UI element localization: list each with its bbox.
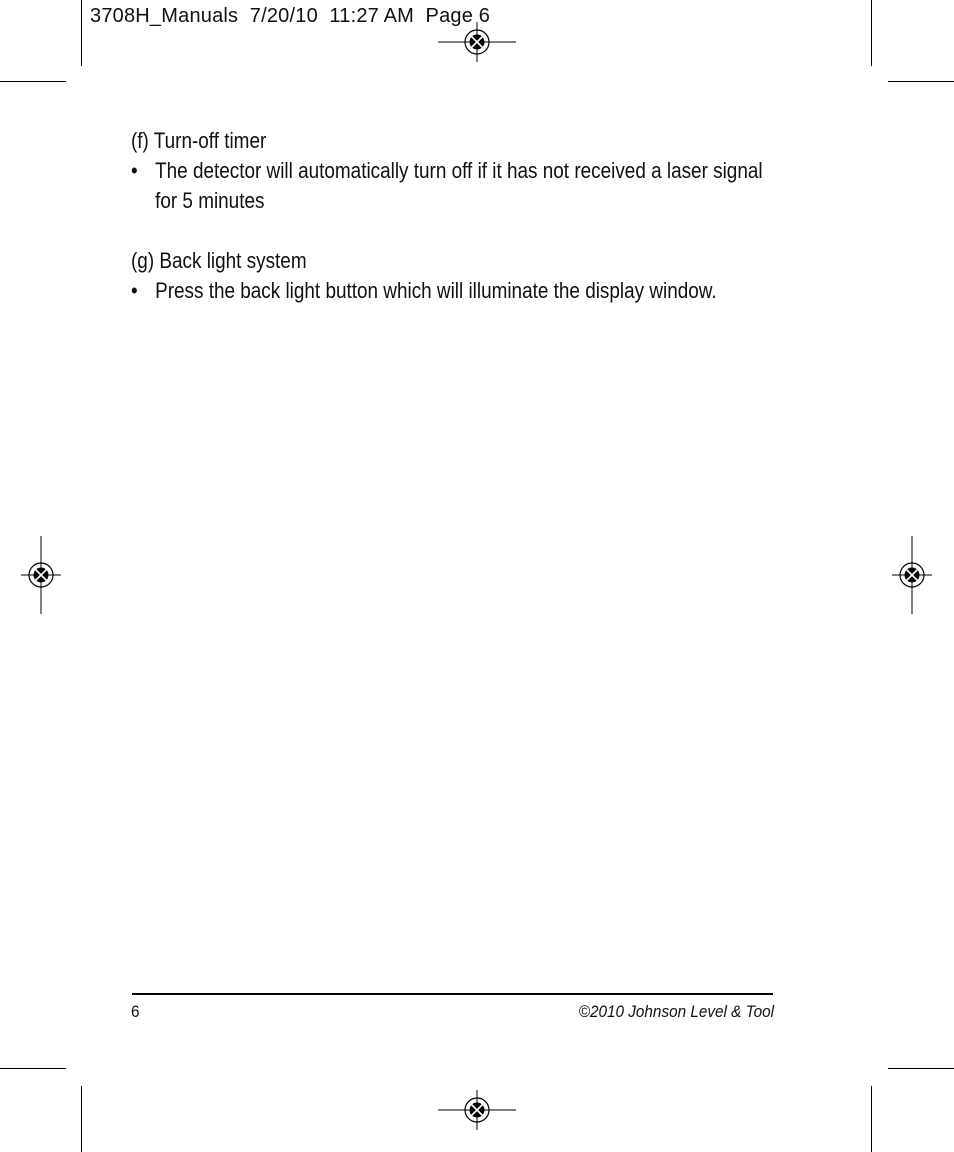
crop-mark-top-left-horizontal [0,81,66,82]
crop-mark-bottom-right-vertical [871,1086,872,1152]
crop-mark-top-right-vertical [871,0,872,66]
bullet-item [131,156,785,216]
copyright-notice: ©2010 Johnson Level & Tool [578,1002,774,1021]
registration-mark-top-icon [438,22,516,62]
bullet-text: Press the back light button which will illuminate the display window. [155,278,717,303]
crop-mark-top-left-vertical [81,0,82,66]
section-back-light-system [131,246,785,306]
footer-rule [132,993,773,995]
bullet-symbol: • [131,278,138,303]
registration-mark-right-icon [892,536,932,614]
section-heading: (g) Back light system [131,248,307,273]
bullet-item [131,276,785,306]
section-heading: (f) Turn-off timer [131,128,267,153]
printer-slug-line: 3708H_Manuals 7/20/10 11:27 AM Page 6 [90,5,491,27]
crop-mark-bottom-left-horizontal [0,1068,66,1069]
bullet-symbol: • [131,158,138,183]
section-turn-off-timer [131,126,785,216]
crop-mark-bottom-right-horizontal [888,1068,954,1069]
registration-mark-bottom-icon [438,1090,516,1130]
page-number: 6 [131,1002,140,1021]
crop-mark-top-right-horizontal [888,81,954,82]
manual-body [131,126,785,336]
registration-mark-left-icon [21,536,61,614]
crop-mark-bottom-left-vertical [81,1086,82,1152]
bullet-text: The detector will automatically turn off if it has not received a laser signal for 5 minutes [155,158,763,213]
